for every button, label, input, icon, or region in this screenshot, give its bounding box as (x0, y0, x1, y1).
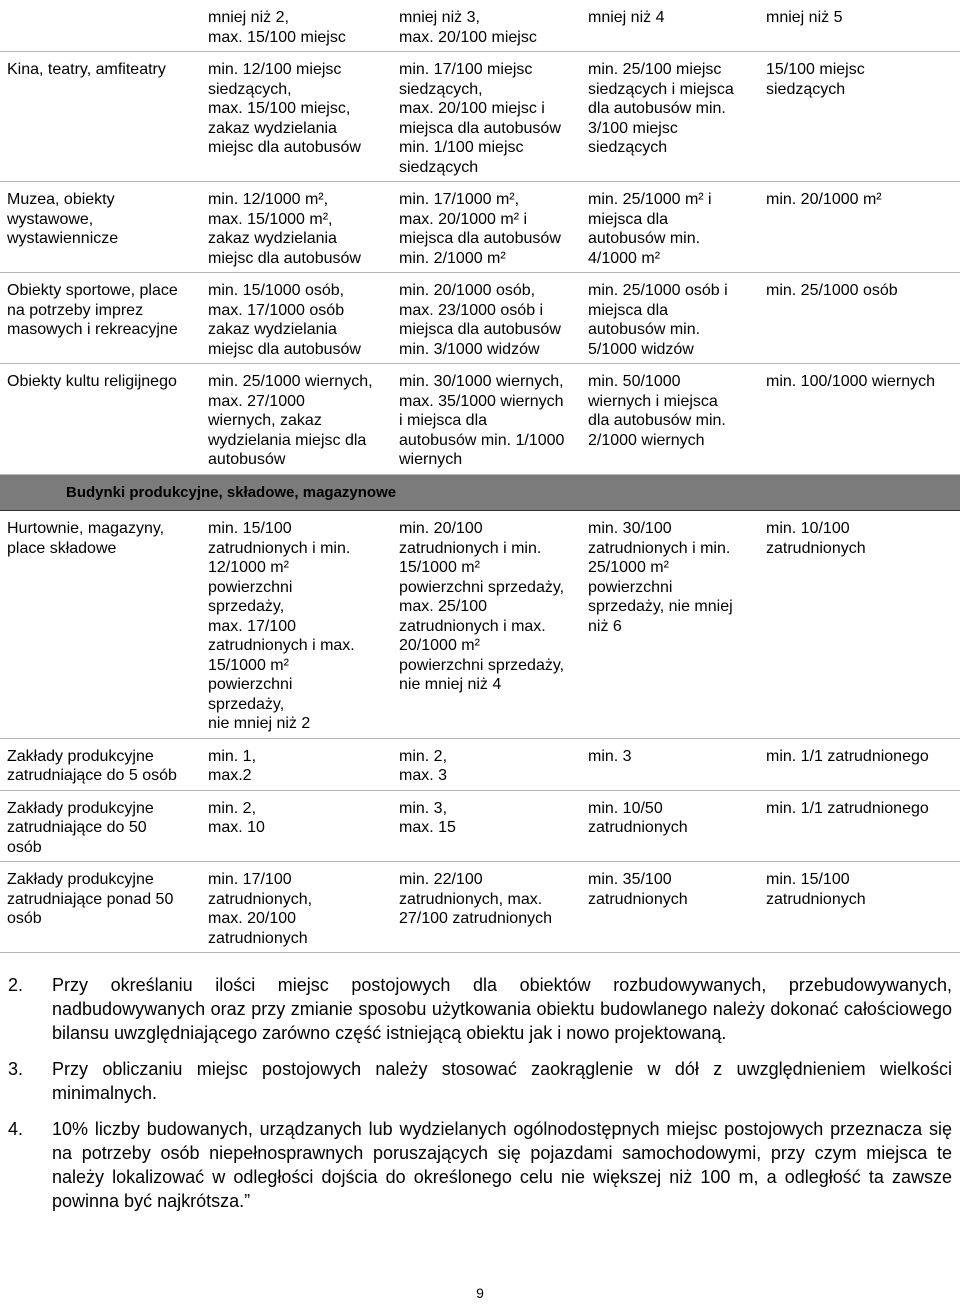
value-cell: 15/100 miejsc siedzących (758, 52, 960, 182)
row-label-cell: Obiekty sportowe, place na potrzeby imprez masowych i rekreacyjne (0, 273, 200, 364)
value-cell: min. 1/1 zatrudnionego (758, 738, 960, 790)
value-cell: min. 25/1000 osób (758, 273, 960, 364)
table-row (0, 790, 960, 862)
note-number: 2. (8, 975, 24, 995)
section-band-label: Budynki produkcyjne, składowe, magazynowe (66, 483, 397, 501)
value-cell: min. 20/100 zatrudnionych i min. 15/1000 m² powierzchni sprzedaży, max. 25/100 zatrudnionych i max. 20/1000 m² powierzchni sprzedaży, nie mniej niż 4 (391, 511, 580, 739)
table-row (0, 364, 960, 475)
value-cell: min. 12/100 miejsc siedzących, max. 15/100 miejsc, zakaz wydzielania miejsc dla autobusów (200, 52, 391, 182)
table-body-lower (0, 511, 960, 953)
value-cell: min. 30/1000 wiernych, max. 35/1000 wiernych i miejsca dla autobusów min. 1/1000 wiernych (391, 364, 580, 475)
page-number: 9 (476, 1285, 484, 1301)
value-cell: min. 50/1000 wiernych i miejsca dla autobusów min. 2/1000 wiernych (580, 364, 758, 475)
value-cell: min. 1/1 zatrudnionego (758, 790, 960, 862)
header-cell-zone-2: mniej niż 2, max. 15/100 miejsc (200, 0, 391, 52)
note-item (8, 973, 952, 1045)
table-row (0, 182, 960, 273)
value-cell: min. 25/1000 m² i miejsca dla autobusów min. 4/1000 m² (580, 182, 758, 273)
note-text: Przy obliczaniu miejsc postojowych należy stosować zaokrąglenie w dół z uwzględnieniem wielkości minimalnych. (52, 1059, 952, 1103)
value-cell: min. 2, max. 3 (391, 738, 580, 790)
header-cell-zone-4: mniej niż 4 (580, 0, 758, 52)
header-cell-empty (0, 0, 200, 52)
value-cell: min. 100/1000 wiernych (758, 364, 960, 475)
value-cell: min. 1, max.2 (200, 738, 391, 790)
notes-list (8, 973, 952, 1225)
section-band-row (0, 474, 960, 511)
value-cell: min. 2, max. 10 (200, 790, 391, 862)
value-cell: min. 25/100 miejsc siedzących i miejsca dla autobusów min. 3/100 miejsc siedzących (580, 52, 758, 182)
value-cell: min. 12/1000 m², max. 15/1000 m², zakaz wydzielania miejsc dla autobusów (200, 182, 391, 273)
table-body-upper (0, 0, 960, 474)
value-cell: min. 15/100 zatrudnionych (758, 862, 960, 953)
row-label-cell: Zakłady produkcyjne zatrudniające do 5 osób (0, 738, 200, 790)
value-cell: min. 17/100 zatrudnionych, max. 20/100 zatrudnionych (200, 862, 391, 953)
table-section-band (0, 474, 960, 511)
table-row (0, 273, 960, 364)
note-text: 10% liczby budowanych, urządzanych lub wydzielanych ogólnodostępnych miejsc postojowych przeznacza się na potrzeby osób niepełnosprawnych poruszających się pojazdami samochodowymi, przy czym miejsca te należy lokalizować w odległości dojścia do określonego celu nie większej niż 100 m, a odległość ta zawsze powinna być najkrótsza.” (52, 1119, 952, 1211)
value-cell: min. 10/100 zatrudnionych (758, 511, 960, 739)
value-cell: min. 25/1000 wiernych, max. 27/1000 wiernych, zakaz wydzielania miejsc dla autobusów (200, 364, 391, 475)
value-cell: min. 25/1000 osób i miejsca dla autobusów min. 5/1000 widzów (580, 273, 758, 364)
note-number: 3. (8, 1059, 24, 1079)
value-cell: min. 35/100 zatrudnionych (580, 862, 758, 953)
row-label-cell: Muzea, obiekty wystawowe, wystawiennicze (0, 182, 200, 273)
row-label-cell: Zakłady produkcyjne zatrudniające do 50 osób (0, 790, 200, 862)
note-item (8, 1057, 952, 1105)
value-cell: min. 22/100 zatrudnionych, max. 27/100 zatrudnionych (391, 862, 580, 953)
value-cell: min. 15/1000 osób, max. 17/1000 osób zakaz wydzielania miejsc dla autobusów (200, 273, 391, 364)
value-cell: min. 3, max. 15 (391, 790, 580, 862)
header-cell-zone-3: mniej niż 3, max. 20/100 miejsc (391, 0, 580, 52)
value-cell: min. 10/50 zatrudnionych (580, 790, 758, 862)
value-cell: min. 17/1000 m², max. 20/1000 m² i miejsca dla autobusów min. 2/1000 m² (391, 182, 580, 273)
note-item (8, 1117, 952, 1213)
value-cell: min. 15/100 zatrudnionych i min. 12/1000 m² powierzchni sprzedaży, max. 17/100 zatrudnionych i max. 15/1000 m² powierzchni sprzedaży, nie mniej niż 2 (200, 511, 391, 739)
value-cell: min. 3 (580, 738, 758, 790)
row-label-cell: Obiekty kultu religijnego (0, 364, 200, 475)
table-row (0, 511, 960, 739)
value-cell: min. 20/1000 osób, max. 23/1000 osób i miejsca dla autobusów min. 3/1000 widzów (391, 273, 580, 364)
table-row (0, 738, 960, 790)
row-label-cell: Hurtownie, magazyny, place składowe (0, 511, 200, 739)
row-label-cell: Kina, teatry, amfiteatry (0, 52, 200, 182)
value-cell: min. 20/1000 m² (758, 182, 960, 273)
table-row (0, 862, 960, 953)
row-label-cell: Zakłady produkcyjne zatrudniające ponad 50 osób (0, 862, 200, 953)
table-header-row (0, 0, 960, 52)
header-cell-zone-5: mniej niż 5 (758, 0, 960, 52)
note-number: 4. (8, 1119, 24, 1139)
value-cell: min. 30/100 zatrudnionych i min. 25/1000 m² powierzchni sprzedaży, nie mniej niż 6 (580, 511, 758, 739)
value-cell: min. 17/100 miejsc siedzących, max. 20/100 miejsc i miejsca dla autobusów min. 1/100 miejsc siedzących (391, 52, 580, 182)
table-row (0, 52, 960, 182)
note-text: Przy określaniu ilości miejsc postojowych dla obiektów rozbudowywanych, przebudowywanych, nadbudowywanych oraz przy zmianie sposobu użytkowania obiektu budowlanego należy dokonać całościowego bilansu uwzględniającego zarówno część istniejącą obiektu jak i nowo projektowaną. (52, 975, 952, 1043)
